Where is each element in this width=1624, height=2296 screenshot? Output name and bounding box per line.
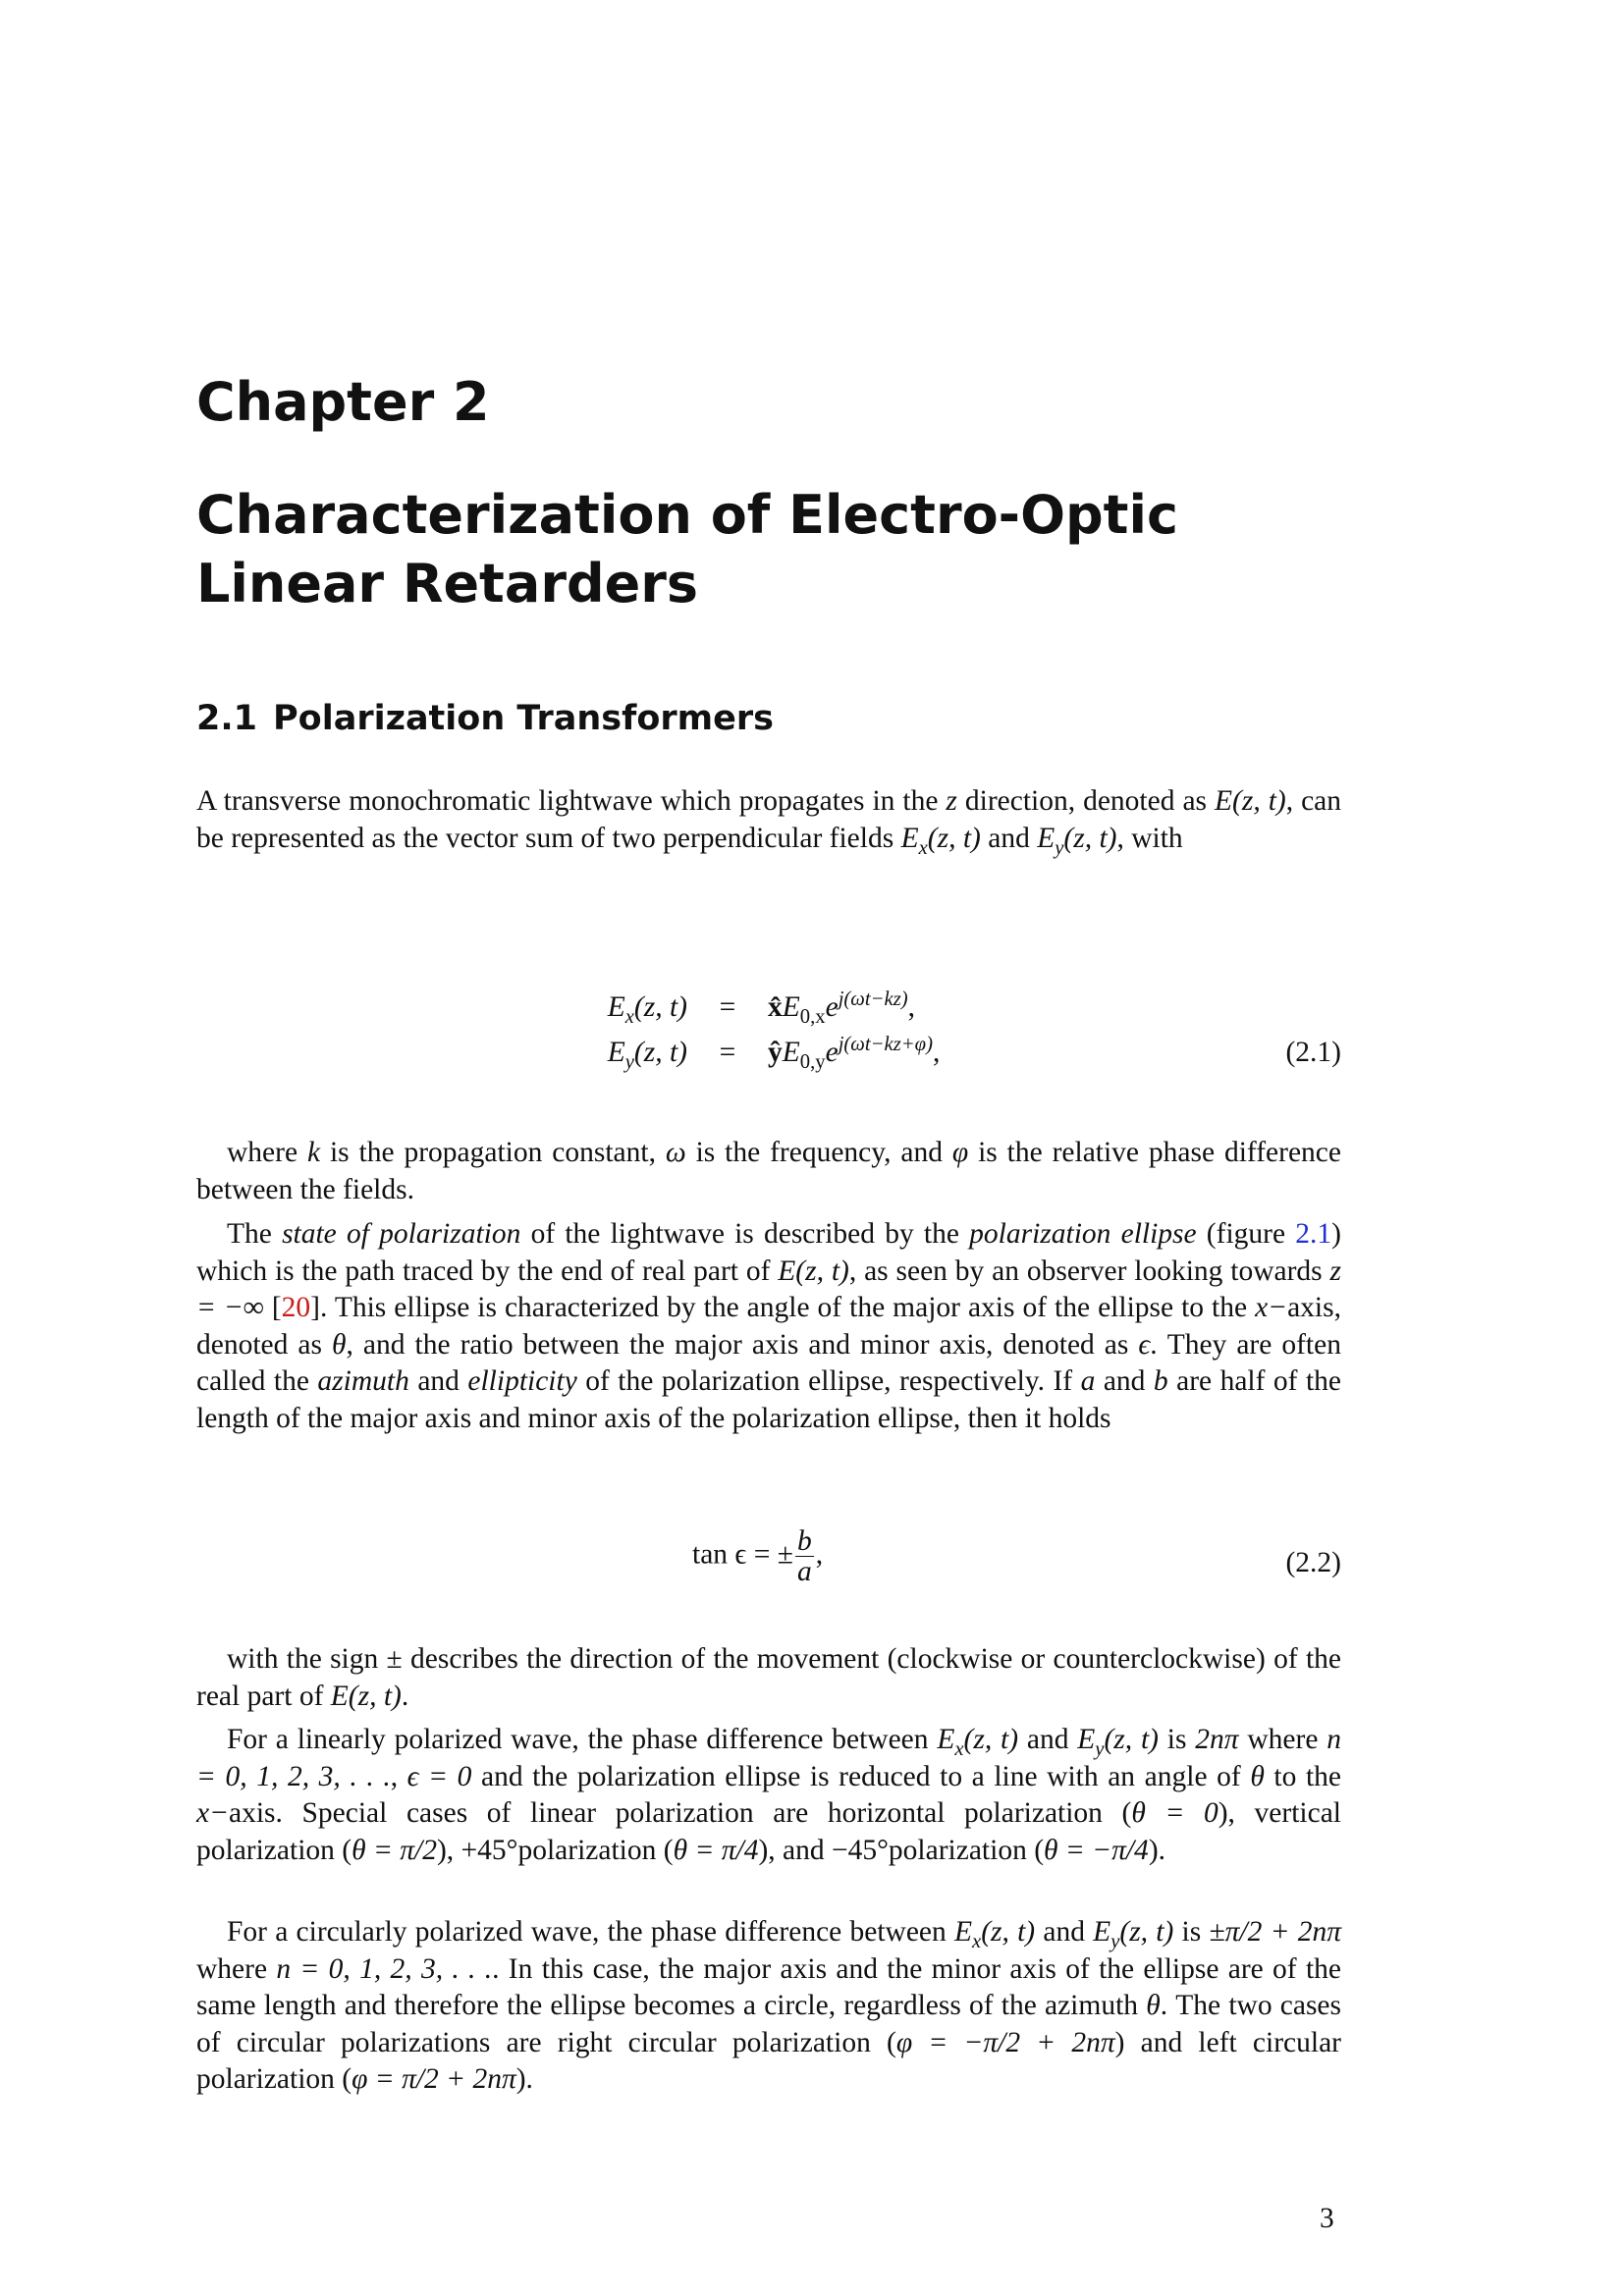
math: E(z, t) — [1215, 785, 1286, 817]
page-number: 3 — [1320, 2203, 1334, 2234]
equation-number: (2.1) — [1285, 1037, 1341, 1068]
text: direction, denoted as — [956, 785, 1216, 817]
paragraph-intro — [196, 783, 1341, 857]
section-number: 2.1 — [196, 699, 258, 738]
paragraph-state-of-polarization: The state of polarization of the lightwave is described by the polarization ellipse (figure 2.1) which is the path traced by the end of real part of E(z, t), as seen by an observer looking towards z = −∞ [20]. This ellipse is characterized by the angle of the major axis of the ellipse to the x−axis, denoted as θ, and the ratio between the major axis and minor axis, denoted as ϵ. They are often called the azimuth and ellipticity of the polarization ellipse, respectively. If a and b are half of the length of the major axis and minor axis of the polarization ellipse, then it holds — [196, 1218, 1342, 1434]
paragraph-circular-polarization: For a circularly polarized wave, the phase difference between $E_x(z$, t) and $E_y(z$, t) is ±π/2 + 2nπ where n = 0, 1, 2, 3, . . .. In this case, the major axis and the minor axis of the ellipse are of the same length and therefore the ellipse becomes a circle, regardless of the azimuth θ. The two cases of circular polarizations are right circular polarization (φ = −π/2 + 2nπ) and left circular polarization (φ = π/2 + 2nπ). — [196, 1916, 1342, 2096]
chapter-title: Characterization of Electro-Optic Linear Retarders — [196, 484, 1178, 614]
section-title: Polarization Transformers — [273, 699, 774, 738]
equation-tan-epsilon: tan ϵ = ± $\frac{b}{a}$ , — [692, 1525, 824, 1587]
equation-row-1: $E_x(z$, $t) = x̂E_{0,x}e^{j(\omega t-kz)}$, — [607, 988, 915, 1028]
chapter-label: Chapter 2 — [196, 371, 490, 433]
text: , with — [1116, 822, 1183, 854]
paragraph-where: where k is the propagation constant, ω is the frequency, and φ is the relative phase difference between the fields. — [196, 1137, 1341, 1205]
section-heading — [196, 699, 774, 738]
equation-row-2: $E_y(z$, $t) = ŷE_{0,y}e^{j(\omega t-kz+\varphi)}$, — [607, 1034, 941, 1073]
citation-link[interactable]: 20 — [281, 1292, 311, 1324]
text: A transverse monochromatic lightwave which propagates in the — [196, 785, 947, 817]
figure-reference-link[interactable]: 2.1 — [1295, 1218, 1332, 1250]
math: z — [946, 785, 957, 817]
equation-number: (2.2) — [1285, 1547, 1341, 1578]
paragraph-linear-polarization: For a linearly polarized wave, the phase difference between $E_x(z$, t) and $E_y(z$, t) is 2nπ where n = 0, 1, 2, 3, . . ., ϵ = 0 and the polarization ellipse is reduced to a line with an angle of θ to the x−axis. Special cases of linear polarization are horizontal polarization (θ = 0), vertical polarization (θ = π/2), +45°polarization (θ = π/4), and −45°polarization (θ = −π/4). — [196, 1724, 1341, 1866]
math-ey: $E_y(z$, t) — [1037, 822, 1117, 859]
text: , can be represented as the vector sum of two perpendicular fields — [196, 785, 1342, 854]
math-ex: $E_x(z$, t) — [900, 822, 981, 859]
paragraph-sign: with the sign ± describes the direction of the movement (clockwise or counterclockwise) of the real part of E(z, t). — [196, 1643, 1341, 1712]
text: and — [980, 822, 1038, 854]
